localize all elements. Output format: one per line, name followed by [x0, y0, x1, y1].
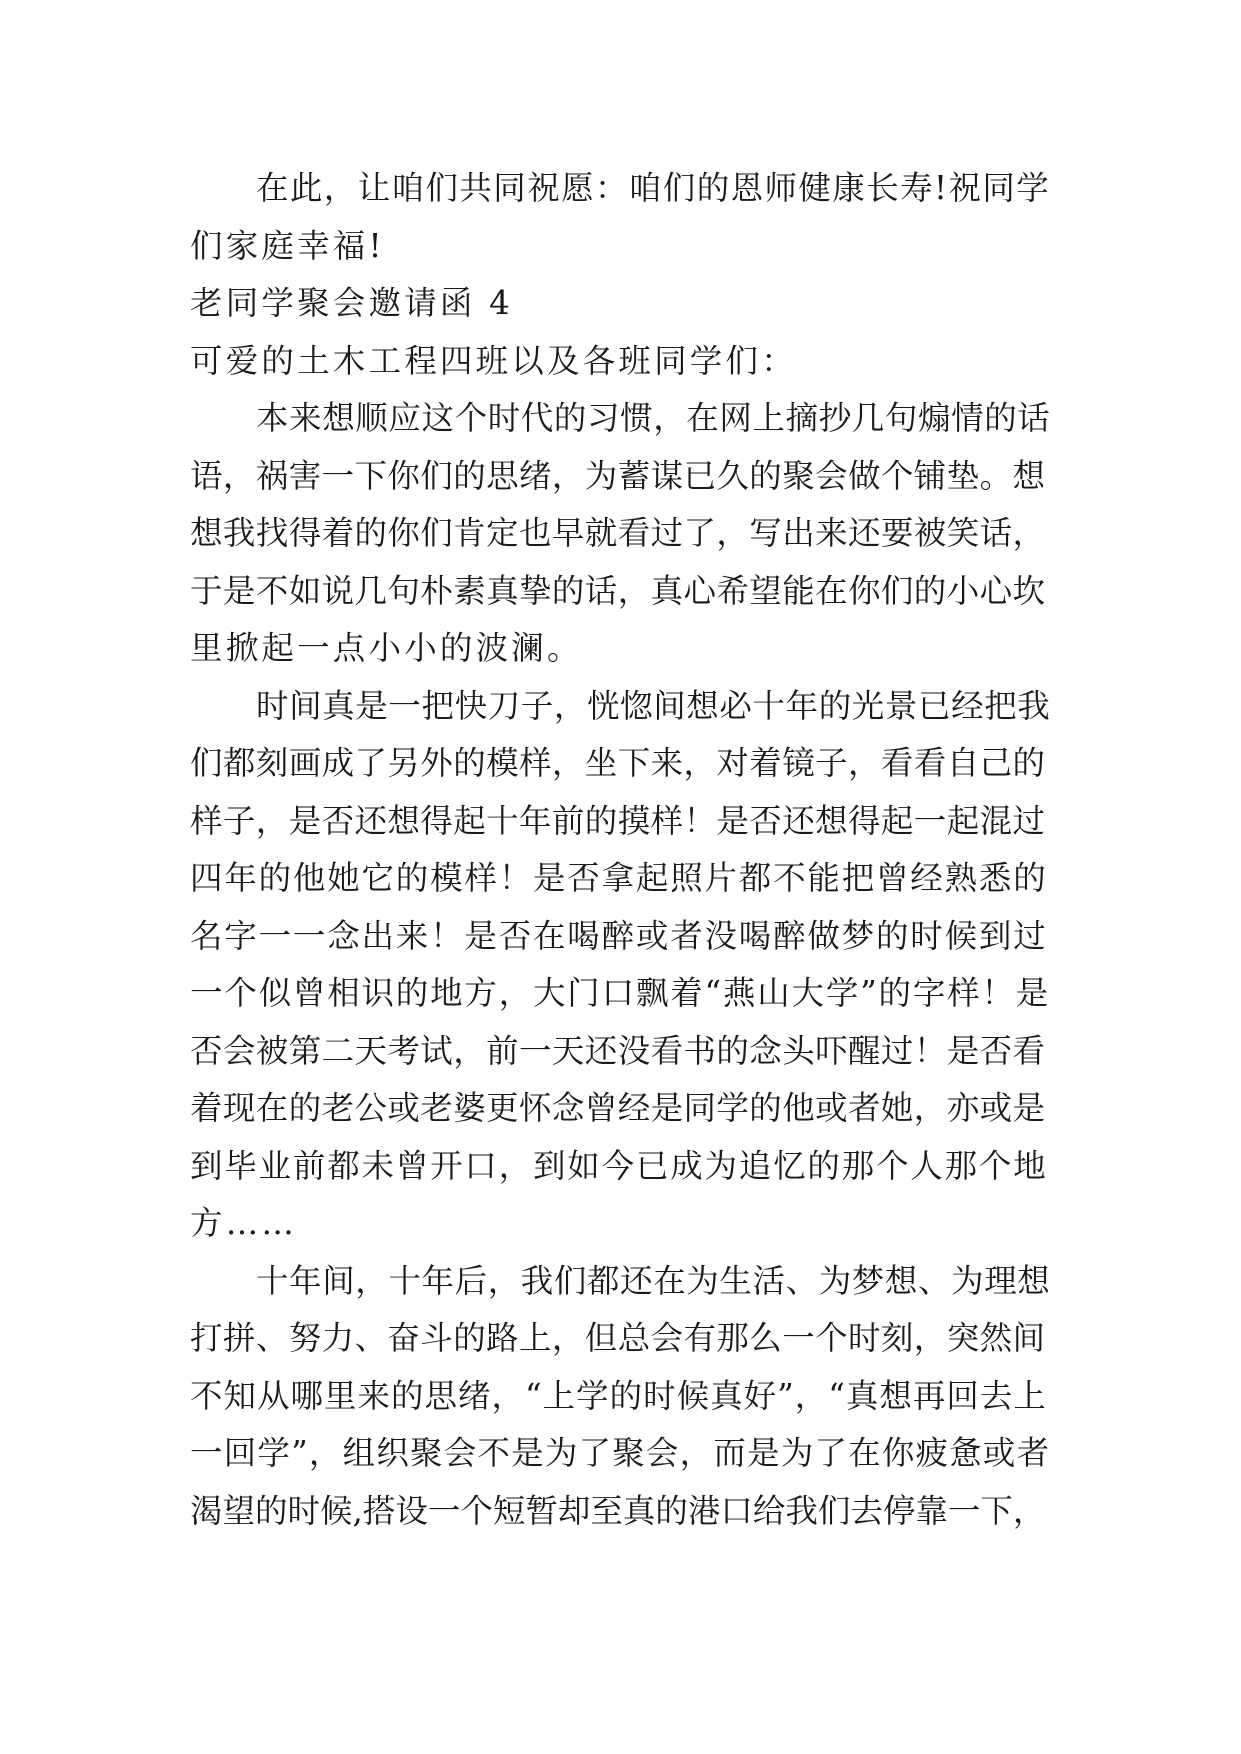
text-line: 样子，是否还想得起十年前的摸样！是否还想得起一起混过 — [190, 801, 1046, 840]
salutation: 可爱的土木工程四班以及各班同学们： — [190, 341, 797, 380]
text-line: 一回学”，组织聚会不是为了聚会，而是为了在你疲惫或者 — [190, 1434, 1051, 1472]
text-line: 渴望的时候,搭设一个短暂却至真的港口给我们去停靠一下， — [190, 1491, 1046, 1530]
text-line: 方…… — [190, 1204, 298, 1242]
text-line: 一个似曾相识的地方，大门口飘着“燕山大学”的字样！是 — [190, 974, 1051, 1012]
text-line: 到毕业前都未曾开口，到如今已成为追忆的那个人那个地 — [190, 1146, 1048, 1185]
section-heading: 老同学聚会邀请函 4 — [190, 284, 514, 322]
text-line: 着现在的老公或老婆更怀念曾经是同学的他或者她，亦或是 — [190, 1089, 1046, 1127]
text-line: 时间真是一把快刀子，恍惚间想必十年的光景已经把我 — [256, 686, 1051, 725]
text-line: 不知从哪里来的思绪，“上学的时候真好”，“真想再回去上 — [190, 1376, 1047, 1415]
document-body — [190, 160, 1050, 1540]
text-line: 们都刻画成了另外的模样，坐下来，对着镜子，看看自己的 — [190, 744, 1046, 782]
text-line: 十年间，十年后，我们都还在为生活、为梦想、为理想 — [256, 1261, 1051, 1300]
text-line: 本来想顺应这个时代的习惯，在网上摘抄几句煽情的话 — [256, 399, 1051, 437]
text-line: 打拼、努力、奋斗的路上，但总会有那么一个时刻，突然间 — [190, 1319, 1046, 1357]
text-line: 名字一一念出来！是否在喝醉或者没喝醉做梦的时候到过 — [190, 916, 1048, 955]
text-line: 四年的他她它的模样！是否拿起照片都不能把曾经熟悉的 — [190, 859, 1048, 897]
text-line: 语，祸害一下你们的思绪，为蓄谋已久的聚会做个铺垫。想 — [190, 456, 1046, 495]
text-line: 否会被第二天考试，前一天还没看书的念头吓醒过！是否看 — [190, 1031, 1046, 1070]
text-line: 里掀起一点小小的波澜。 — [190, 629, 583, 667]
text-line: 们家庭幸福! — [190, 226, 385, 265]
text-line: 于是不如说几句朴素真挚的话，真心希望能在你们的小心坎 — [190, 571, 1046, 610]
text-line: 想我找得着的你们肯定也早就看过了，写出来还要被笑话， — [190, 514, 1046, 552]
text-line: 在此，让咱们共同祝愿：咱们的恩师健康长寿!祝同学 — [256, 169, 1051, 207]
